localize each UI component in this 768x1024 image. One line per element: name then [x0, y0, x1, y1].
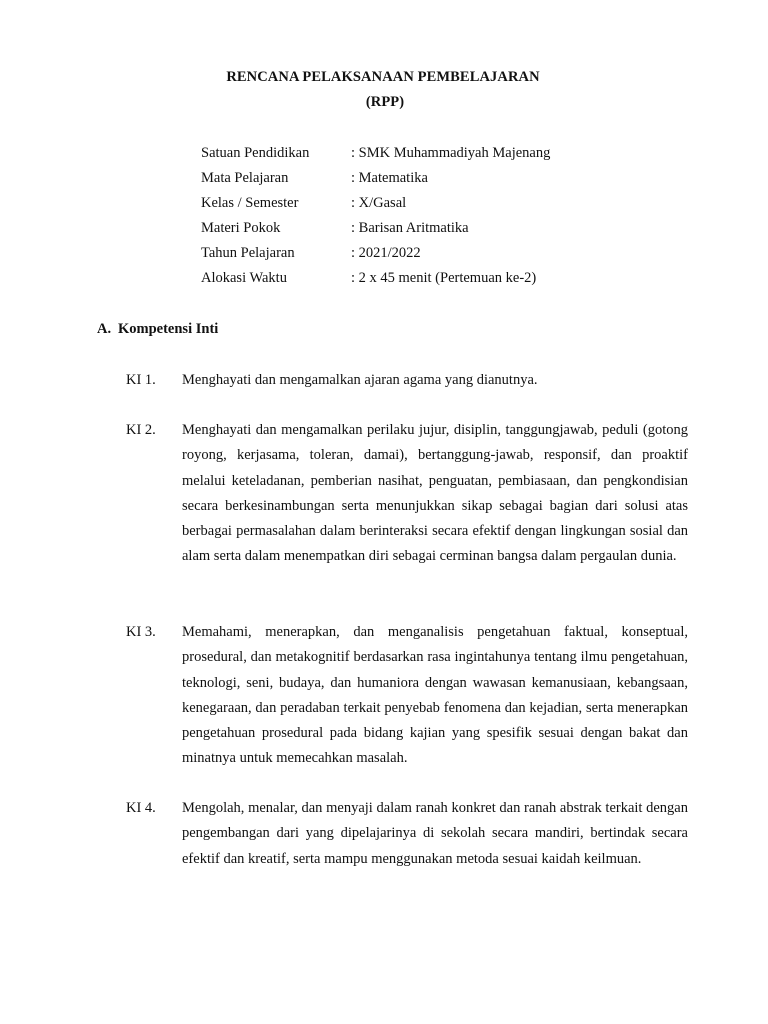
identity-label: Satuan Pendidikan	[201, 145, 310, 161]
identity-row	[201, 195, 550, 220]
identity-value: : X/Gasal	[351, 195, 407, 211]
identity-label: Mata Pelajaran	[201, 170, 289, 186]
ki-text: Mengolah, menalar, dan menyaji dalam ranah konkret dan ranah abstrak terkait dengan pengembangan dari yang dipelajarinya di sekolah secara mandiri, bertindak secara efektif dan kreatif, serta mampu menggunakan metoda sesuai kaidah keilmuan.	[182, 800, 688, 867]
ki-text: Menghayati dan mengamalkan perilaku jujur, disiplin, tanggungjawab, peduli (gotong royong, kerjasama, toleran, damai), bertanggung-jawab, responsif, dan proaktif melalui keteladanan, pemberian nasihat, penguatan, pembiasaan, dan pengkondisian secara berkesinambungan serta menunjukkan sikap sebagai bagian dari solusi atas berbagai permasalahan dalam berinteraksi secara efektif dengan lingkungan sosial dan alam serta dalam menempatkan diri sebagai cerminan bangsa dalam pergaulan dunia.	[182, 422, 688, 565]
ki-text: Memahami, menerapkan, dan menganalisis pengetahuan faktual, konseptual, prosedural, dan metakognitif berdasarkan rasa ingintahunya tentang ilmu pengetahuan, teknologi, seni, budaya, dan humaniora dengan wawasan kemanusiaan, kebangsaan, kenegaraan, dan peradaban terkait penyebab fenomena dan kejadian, serta menerapkan pengetahuan prosedural pada bidang kajian yang spesifik sesuai dengan bakat dan minatnya untuk memecahkan masalah.	[182, 624, 688, 767]
ki-label: KI 2.	[126, 422, 156, 438]
identity-row	[201, 245, 550, 270]
identity-value: : Matematika	[351, 170, 428, 186]
identity-label: Tahun Pelajaran	[201, 245, 295, 261]
section-heading-kompetensi-inti	[97, 321, 218, 338]
identity-label: Kelas / Semester	[201, 195, 299, 211]
identity-label: Materi Pokok	[201, 220, 281, 236]
identity-row	[201, 170, 550, 195]
ki-label: KI 3.	[126, 624, 156, 640]
identity-value: : 2021/2022	[351, 245, 421, 261]
ki-label: KI 1.	[126, 372, 156, 388]
identity-label: Alokasi Waktu	[201, 270, 287, 286]
ki-text: Menghayati dan mengamalkan ajaran agama yang dianutnya.	[182, 372, 538, 388]
document-subtitle: (RPP)	[365, 94, 405, 110]
identity-value: : Barisan Aritmatika	[351, 220, 469, 236]
document-title: RENCANA PELAKSANAAN PEMBELAJARAN	[226, 69, 540, 85]
ki-label: KI 4.	[126, 800, 156, 816]
section-title: Kompetensi Inti	[118, 321, 219, 337]
section-letter: A.	[97, 321, 112, 337]
identity-value: : 2 x 45 menit (Pertemuan ke-2)	[351, 270, 537, 286]
identity-row	[201, 220, 550, 245]
identity-row	[201, 145, 550, 170]
identity-row	[201, 270, 550, 295]
identity-table	[201, 145, 550, 295]
identity-value: : SMK Muhammadiyah Majenang	[351, 145, 551, 161]
